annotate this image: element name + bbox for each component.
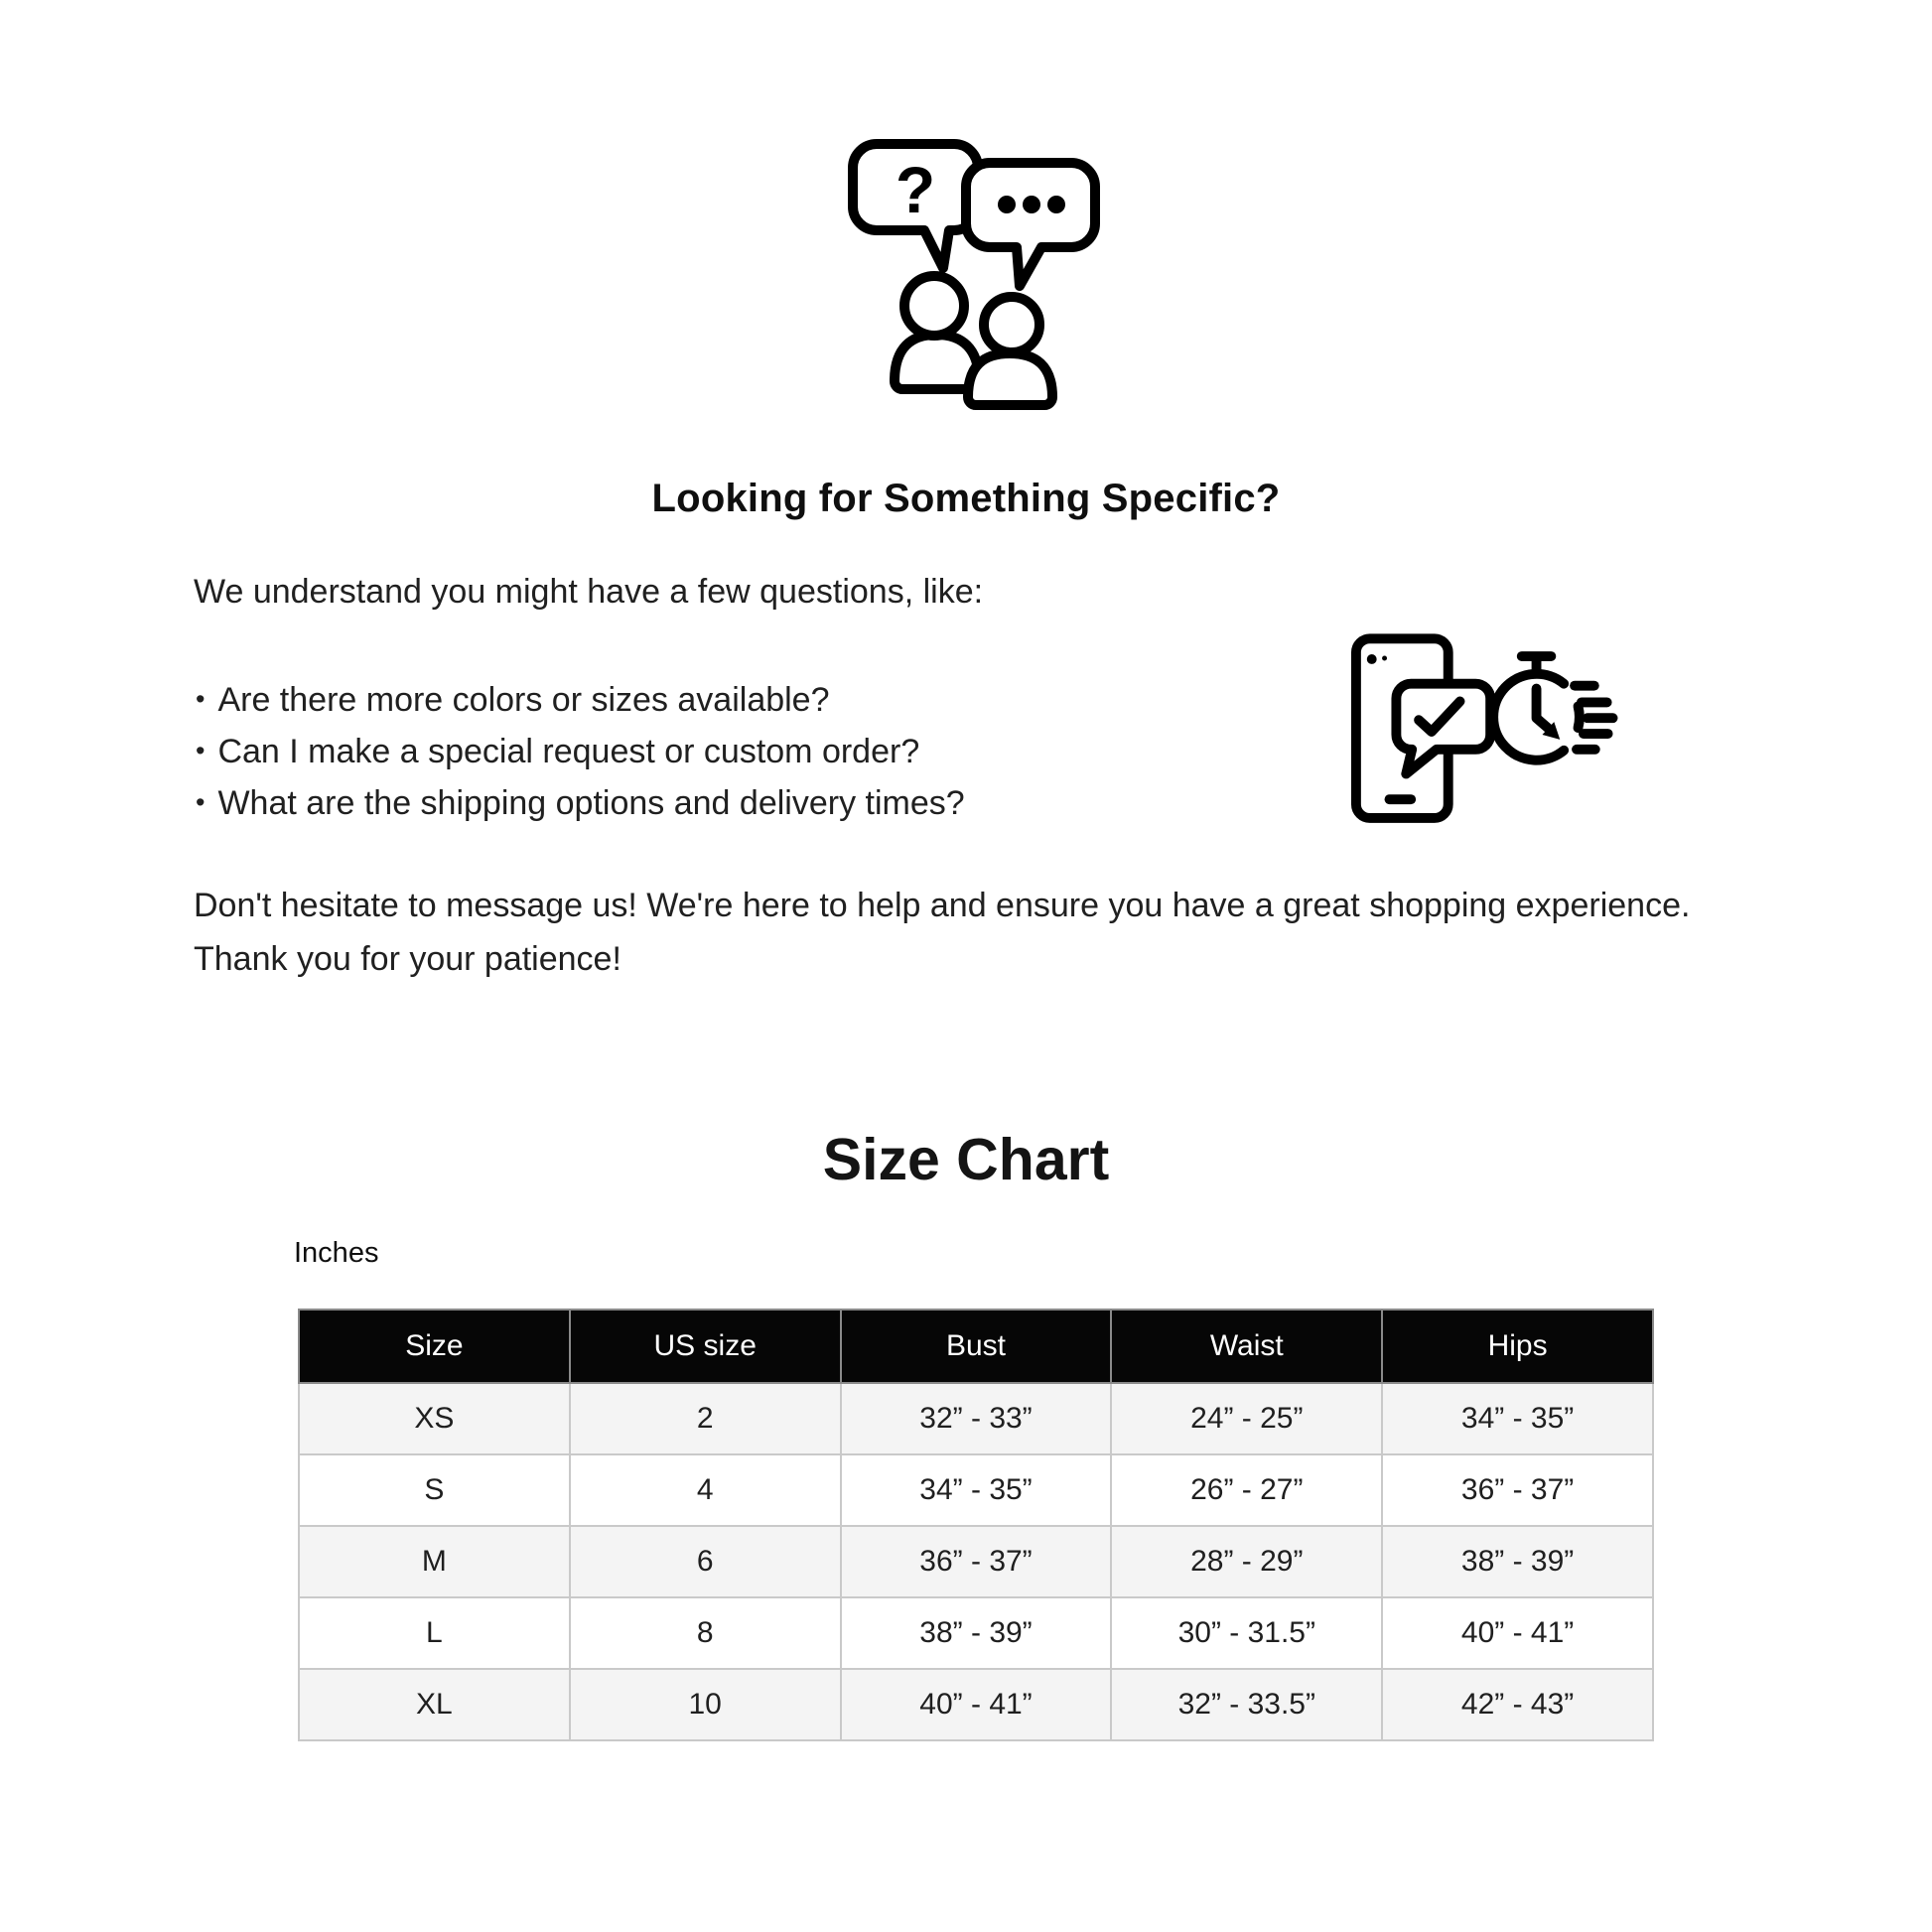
quick-reply-icon xyxy=(1350,631,1654,838)
person-head-icon xyxy=(904,276,964,336)
cell-waist: 32” - 33.5” xyxy=(1111,1669,1382,1740)
cell-waist: 28” - 29” xyxy=(1111,1526,1382,1597)
table-row xyxy=(299,1454,1653,1526)
column-header-size: Size xyxy=(299,1310,570,1383)
cell-bust: 40” - 41” xyxy=(841,1669,1112,1740)
cell-hips: 36” - 37” xyxy=(1382,1454,1653,1526)
units-label: Inches xyxy=(294,1237,379,1269)
stopwatch-rim-dash-icon xyxy=(1579,706,1580,728)
bullet-dot: • xyxy=(196,736,206,765)
question-text: Are there more colors or sizes available? xyxy=(217,681,830,719)
cell-size: M xyxy=(299,1526,570,1597)
stopwatch-icon xyxy=(1493,674,1564,760)
question-item xyxy=(196,727,965,778)
cell-bust: 34” - 35” xyxy=(841,1454,1112,1526)
question-mark-glyph: ? xyxy=(895,153,936,226)
size-chart-table xyxy=(298,1309,1654,1741)
phone-camera-dot-icon xyxy=(1382,656,1387,661)
cell-size: S xyxy=(299,1454,570,1526)
page-title: Looking for Something Specific? xyxy=(651,477,1281,520)
cell-waist: 26” - 27” xyxy=(1111,1454,1382,1526)
question-item xyxy=(196,675,965,727)
question-list xyxy=(196,675,965,830)
cell-waist: 30” - 31.5” xyxy=(1111,1597,1382,1669)
question-text: What are the shipping options and delivery times? xyxy=(217,784,965,822)
cell-us-size: 2 xyxy=(570,1383,841,1454)
cell-size: XL xyxy=(299,1669,570,1740)
column-header-hips: Hips xyxy=(1382,1310,1653,1383)
table-row xyxy=(299,1669,1653,1740)
cell-us-size: 10 xyxy=(570,1669,841,1740)
phone-camera-dot-icon xyxy=(1367,654,1377,664)
column-header-waist: Waist xyxy=(1111,1310,1382,1383)
cell-size: XS xyxy=(299,1383,570,1454)
cell-hips: 38” - 39” xyxy=(1382,1526,1653,1597)
size-chart-title: Size Chart xyxy=(822,1127,1110,1192)
header-row xyxy=(299,1310,1653,1383)
typing-bubble-icon xyxy=(966,163,1095,286)
person-head-icon xyxy=(984,297,1039,352)
typing-dot-icon xyxy=(1023,196,1040,213)
cell-hips: 40” - 41” xyxy=(1382,1597,1653,1669)
table-row xyxy=(299,1597,1653,1669)
cell-hips: 42” - 43” xyxy=(1382,1669,1653,1740)
stopwatch-hand-icon xyxy=(1537,689,1552,731)
column-header-bust: Bust xyxy=(841,1310,1112,1383)
column-header-us-size: US size xyxy=(570,1310,841,1383)
bullet-dot: • xyxy=(196,684,206,714)
cell-bust: 38” - 39” xyxy=(841,1597,1112,1669)
cell-bust: 36” - 37” xyxy=(841,1526,1112,1597)
typing-dot-icon xyxy=(998,196,1016,213)
question-item xyxy=(196,778,965,830)
cell-waist: 24” - 25” xyxy=(1111,1383,1382,1454)
table-row xyxy=(299,1383,1653,1454)
cell-us-size: 6 xyxy=(570,1526,841,1597)
cell-size: L xyxy=(299,1597,570,1669)
table-row xyxy=(299,1526,1653,1597)
intro-text: We understand you might have a few questions, like: xyxy=(194,573,984,611)
closing-text: Don't hesitate to message us! We're here to help and ensure you have a great shopping experience. Thank you for your patience! xyxy=(194,887,1691,978)
typing-dot-icon xyxy=(1047,196,1065,213)
cell-us-size: 8 xyxy=(570,1597,841,1669)
cell-us-size: 4 xyxy=(570,1454,841,1526)
person-body-icon xyxy=(968,353,1052,405)
chat-question-icon xyxy=(847,137,1100,415)
cell-bust: 32” - 33” xyxy=(841,1383,1112,1454)
question-text: Can I make a special request or custom order? xyxy=(217,733,920,770)
cell-hips: 34” - 35” xyxy=(1382,1383,1653,1454)
bullet-dot: • xyxy=(196,787,206,817)
